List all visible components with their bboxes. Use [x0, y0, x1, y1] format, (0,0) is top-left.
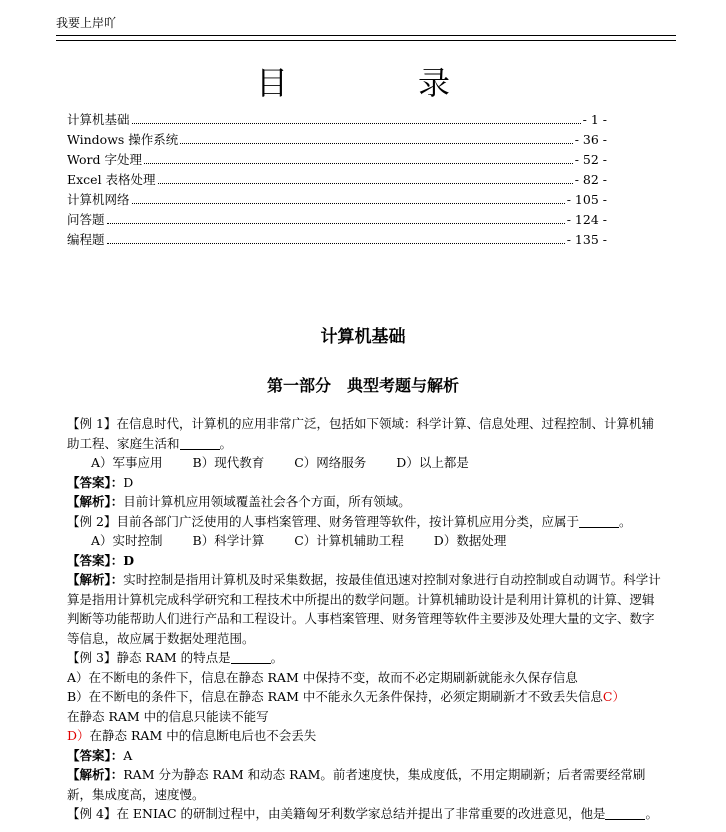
option-c: C）计算机辅助工程: [294, 533, 404, 548]
question-prefix: 【例 4】: [67, 806, 117, 821]
toc-entry-label: 问答题: [67, 212, 105, 227]
toc-entry-label: Word 字处理: [67, 152, 142, 167]
toc-title-char-1: 目: [255, 64, 418, 102]
header-rule: [56, 35, 676, 36]
toc-leader: [132, 123, 581, 124]
toc-leader: [132, 203, 565, 204]
toc-leader: [107, 243, 565, 244]
question-prefix: 【例 2】: [67, 513, 117, 529]
answer-value: D: [123, 552, 135, 568]
toc-entry[interactable]: [67, 190, 607, 210]
analysis-text: RAM 分为静态 RAM 和动态 RAM。前者速度快，集成度低，不用定期刷新；后者需要经常刷新，集成度高，速度慢。: [67, 767, 646, 802]
answer-label: 【答案】：: [67, 747, 124, 763]
answer-line: [67, 551, 662, 571]
answer-blank: [579, 515, 619, 528]
question-text: 目前各部门广泛使用的人事档案管理、财务管理等软件，按计算机应用分类，应属于: [116, 513, 579, 529]
question-prefix: 【例 1】: [67, 416, 117, 431]
option-a: A）军事应用: [91, 455, 163, 470]
option-c-mark: C）: [602, 689, 625, 704]
toc-entry-page: - 82 -: [574, 172, 607, 187]
question-2: [67, 512, 662, 532]
question-end: 。: [270, 650, 284, 665]
answer-value: D: [123, 474, 134, 490]
question-1: [67, 414, 662, 453]
question-end: 。: [618, 513, 632, 529]
answer-blank: [180, 437, 220, 450]
option-d-text: 在静态 RAM 中的信息断电后也不会丢失: [89, 728, 317, 743]
analysis-label: 【解析】：: [67, 572, 124, 587]
table-of-contents: [67, 110, 607, 250]
question-3: [67, 648, 662, 668]
option-d: D）以上都是: [396, 455, 469, 470]
analysis-line: [67, 570, 662, 648]
toc-entry-label: 编程题: [67, 232, 105, 247]
toc-entry[interactable]: [67, 110, 607, 130]
option-d: D）数据处理: [433, 533, 507, 548]
analysis-text: 目前计算机应用领域覆盖社会各个方面，所有领域。: [123, 494, 411, 509]
question-prefix: 【例 3】: [67, 650, 117, 665]
option-d-mark: D）: [67, 728, 90, 743]
analysis-line: [67, 765, 662, 804]
answer-label: 【答案】：: [67, 474, 124, 490]
analysis-text: 实时控制是指用计算机及时采集数据，按最佳值迅速对控制对象进行自动控制或自动调节。科学计算是指用计算机完成科学研究和工程技术中所提出的数学问题。计算机辅助设计是利用计算机的计算、逻辑判断等功能帮助人们进行产品和工程设计。人事档案管理、财务管理等软件主要涉及处理大量的文字、数字等信息，故应属于数据处理范围。: [67, 572, 661, 646]
question-text: 静态 RAM 的特点是: [116, 650, 231, 665]
answer-line: [67, 473, 662, 493]
toc-leader: [180, 143, 572, 144]
chapter-title: 计算机基础: [320, 327, 406, 347]
answer-label: 【答案】：: [67, 552, 124, 568]
toc-entry-label: 计算机基础: [67, 112, 130, 127]
analysis-line: [67, 492, 662, 512]
toc-entry[interactable]: [67, 130, 607, 150]
question-text: 在 ENIAC 的研制过程中，由美籍匈牙利数学家总结并提出了非常重要的改进意见，他是: [116, 806, 606, 821]
question-text: 在信息时代，计算机的应用非常广泛，包括如下领域：科学计算、信息处理、过程控制、计算机辅助工程、家庭生活和: [67, 416, 654, 451]
toc-leader: [144, 163, 573, 164]
question-end: 。: [645, 806, 658, 821]
option-b-text: B）在不断电的条件下，信息在静态 RAM 中不能永久无条件保持，必须定期刷新才不致丢失信息: [67, 689, 603, 704]
toc-entry[interactable]: [67, 230, 607, 250]
question-2-options: [67, 531, 662, 551]
option-c: 在静态 RAM 中的信息只能读不能写: [67, 708, 269, 724]
toc-entry-page: - 36 -: [574, 132, 607, 147]
answer-value: A: [123, 747, 133, 763]
toc-leader: [107, 223, 565, 224]
option-c: C）网络服务: [294, 455, 367, 470]
option-a: A）实时控制: [91, 533, 163, 548]
part-title: 第一部分 典型考题与解析: [266, 376, 459, 395]
toc-entry[interactable]: [67, 210, 607, 230]
option-b: B）科学计算: [192, 533, 265, 548]
header-rule-2: [56, 40, 676, 41]
toc-entry-page: - 1 -: [582, 112, 607, 127]
toc-entry[interactable]: [67, 150, 607, 170]
toc-leader: [158, 183, 573, 184]
answer-blank: [605, 807, 645, 820]
answer-blank: [231, 651, 271, 664]
toc-title-char-2: 录: [418, 64, 581, 102]
question-4: [67, 804, 662, 824]
question-end: 。: [219, 435, 233, 451]
toc-entry-label: Excel 表格处理: [67, 172, 156, 187]
option-b: [67, 687, 662, 707]
analysis-label: 【解析】：: [67, 767, 124, 782]
option-d: [67, 726, 662, 746]
toc-entry-page: - 124 -: [566, 212, 607, 227]
analysis-label: 【解析】：: [67, 494, 124, 509]
page-header: 我要上岸吖: [56, 16, 117, 30]
question-1-options: [67, 453, 662, 473]
toc-entry[interactable]: [67, 170, 607, 190]
toc-entry-page: - 105 -: [566, 192, 607, 207]
answer-line: [67, 746, 662, 766]
option-a: A）在不断电的条件下，信息在静态 RAM 中保持不变，故而不必定期刷新就能永久保存信息: [67, 669, 578, 685]
toc-entry-label: Windows 操作系统: [67, 132, 179, 147]
option-b: B）现代教育: [192, 455, 265, 470]
toc-entry-label: 计算机网络: [67, 192, 130, 207]
toc-entry-page: - 52 -: [574, 152, 607, 167]
toc-title: [0, 58, 726, 104]
document-body: [67, 414, 662, 824]
toc-entry-page: - 135 -: [566, 232, 607, 247]
